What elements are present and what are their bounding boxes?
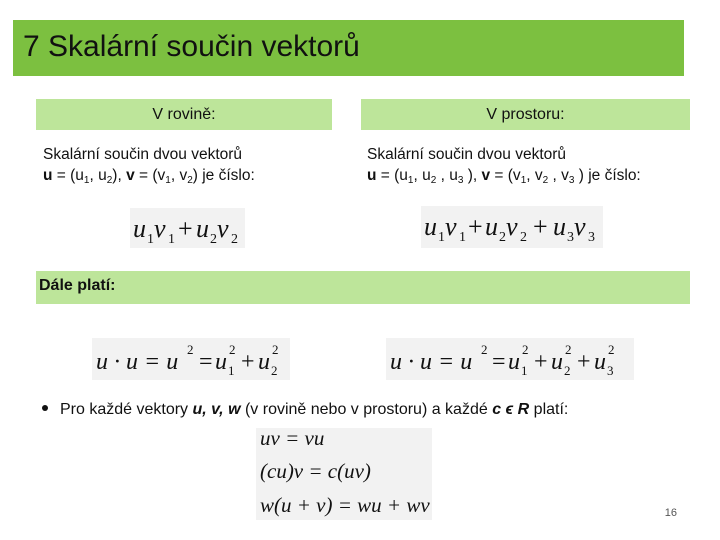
text-fragment: , u (436, 167, 458, 184)
formula-exponent: 2 (565, 342, 572, 357)
text-fragment: ), (112, 167, 127, 184)
formula-term: v (217, 214, 229, 243)
subscript: 2 (542, 175, 549, 186)
formula-operator: + (533, 212, 548, 241)
formula-term: u (258, 349, 270, 375)
subscript: 3 (568, 175, 575, 186)
bullet-vectors: u, v, w (192, 401, 241, 418)
page-number: 16 (664, 507, 677, 519)
formula-subscript: 1 (147, 232, 154, 247)
left-description-line1: Skalární součin dvou vektorů (43, 146, 243, 163)
formula-term: u (196, 214, 209, 243)
bullet-dot-icon (42, 405, 48, 411)
formula-term: v (445, 212, 457, 241)
text-fragment: ) je číslo: (574, 167, 641, 184)
formula-operator: + (241, 349, 255, 375)
bullet-text-mid: (v rovině nebo v prostoru) a každé (240, 401, 493, 418)
text-fragment: , v (548, 167, 569, 184)
plane-norm-formula (92, 338, 290, 380)
formula-operator: + (534, 349, 548, 375)
formula-exponent: 2 (608, 342, 615, 357)
left-description (43, 144, 255, 191)
text-fragment: , u (89, 167, 107, 184)
formula-term: u (485, 212, 498, 241)
formula-term: v (506, 212, 518, 241)
properties-formula (256, 428, 432, 520)
text-fragment: = (u (52, 167, 84, 184)
formula-operator: = (199, 349, 213, 375)
right-column-header: V prostoru: (361, 99, 690, 130)
text-fragment: ), (463, 167, 482, 184)
dale-plati-label: Dále platí: (39, 277, 116, 294)
formula-term: u (594, 349, 606, 375)
formula-operator: + (178, 214, 193, 243)
formula-term: u (424, 212, 437, 241)
formula-subscript: 2 (210, 232, 217, 247)
formula-lhs: u · u = u (390, 349, 473, 375)
subscript: 1 (165, 175, 171, 186)
subscript: 2 (430, 175, 437, 186)
vector-v-label: v (126, 167, 135, 184)
bullet-text-pre: Pro každé vektory (60, 401, 193, 418)
property-scalar: (cu)v = c(uv) (260, 459, 371, 483)
formula-subscript: 2 (499, 230, 506, 245)
space-dot-product-formula (421, 206, 603, 248)
title-bar (13, 20, 684, 76)
text-fragment: = (v (134, 167, 166, 184)
property-commutative: uv = vu (260, 428, 325, 450)
formula-subscript: 2 (520, 230, 527, 245)
formula-term: u (551, 349, 563, 375)
formula-term: u (553, 212, 566, 241)
bullet-scalar: c ϵ R (492, 401, 530, 418)
left-column-header: V rovině: (36, 99, 332, 130)
space-norm-formula (386, 338, 634, 380)
formula-exponent: 2 (522, 342, 529, 357)
vector-u-label: u (367, 167, 377, 184)
formula-term: u (508, 349, 520, 375)
left-description-line2 (43, 165, 255, 191)
text-fragment: = (v (490, 167, 521, 184)
right-description-line1: Skalární součin dvou vektorů (367, 146, 567, 163)
subscript: 2 (106, 175, 113, 186)
formula-exponent: 2 (229, 342, 236, 357)
subscript: 1 (520, 175, 527, 186)
vector-u-label: u (43, 167, 53, 184)
dale-plati-bar (36, 271, 690, 304)
formula-subscript: 2 (231, 232, 238, 247)
formula-subscript: 2 (564, 363, 571, 378)
formula-subscript: 1 (228, 363, 235, 378)
subscript: 3 (457, 175, 464, 186)
formula-exponent: 2 (187, 342, 194, 357)
formula-term: v (574, 212, 586, 241)
plane-dot-product-formula (130, 208, 245, 248)
text-fragment: , v (170, 167, 188, 184)
formula-subscript: 3 (567, 230, 574, 245)
formula-subscript: 1 (438, 230, 445, 245)
formula-subscript: 3 (607, 363, 614, 378)
subscript: 1 (83, 175, 90, 186)
property-distributive: w(u + v) = wu + wv (260, 493, 430, 517)
formula-subscript: 2 (271, 363, 278, 378)
formula-lhs: u · u = u (96, 349, 179, 375)
formula-term: u (215, 349, 227, 375)
right-description (367, 144, 641, 191)
formula-operator: + (577, 349, 591, 375)
vector-v-label: v (481, 167, 491, 184)
formula-subscript: 3 (588, 230, 595, 245)
formula-exponent: 2 (481, 342, 488, 357)
subscript: 2 (187, 175, 193, 186)
formula-term: u (133, 214, 146, 243)
right-description-line2 (367, 165, 641, 191)
formula-subscript: 1 (168, 232, 175, 247)
text-fragment: ) je číslo: (192, 167, 255, 184)
bullet-text-end: platí: (529, 401, 569, 418)
formula-term: v (154, 214, 166, 243)
formula-operator: + (468, 212, 483, 241)
formula-exponent: 2 (272, 342, 279, 357)
subscript: 1 (407, 175, 414, 186)
slide-title: 7 Skalární součin vektorů (23, 30, 360, 63)
text-fragment: , v (526, 167, 543, 184)
formula-subscript: 1 (459, 230, 466, 245)
formula-operator: = (492, 349, 506, 375)
formula-subscript: 1 (521, 363, 528, 378)
bullet-statement (42, 401, 568, 419)
text-fragment: = (u (376, 167, 408, 184)
text-fragment: , u (413, 167, 431, 184)
